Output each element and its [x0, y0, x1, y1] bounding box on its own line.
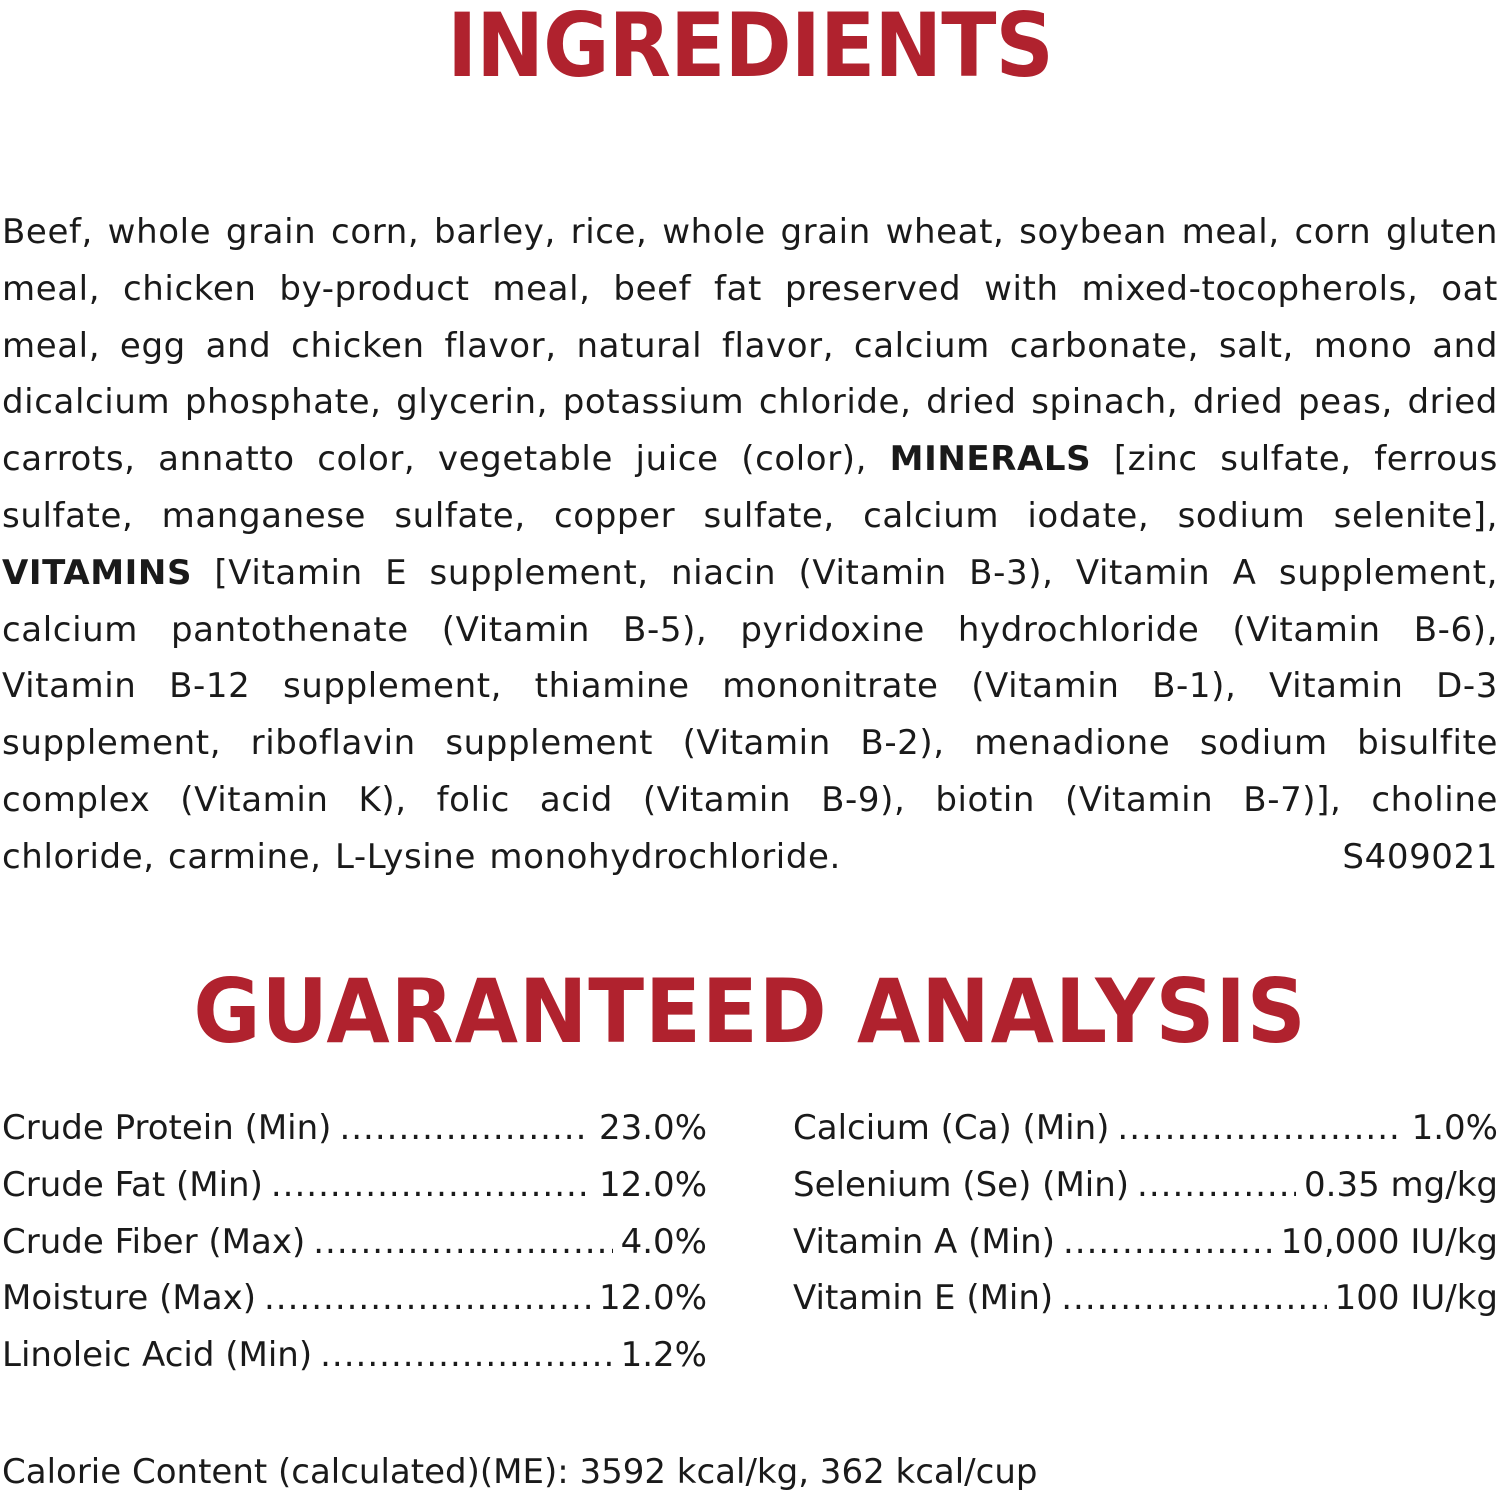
- analysis-label: Crude Fat (Min): [2, 1164, 263, 1205]
- dot-leader: [271, 1157, 591, 1214]
- vitamins-label: VITAMINS: [2, 552, 193, 593]
- ingredients-text-part3: [Vitamin E supplement, niacin (Vitamin B-3), Vitamin A supplement, calcium pantothenate (Vitamin B-5), pyridoxine hydrochloride (Vitamin B-6), Vitamin B-12 supplement, thiamine mononitrate (Vitamin B-1), Vitamin D-3 supplement, riboflavin supplement (Vitamin B-2), menadione sodium bisulfite complex (Vitamin K), folic acid (Vitamin B-9), biotin (Vitamin B-7)], choline chloride, carmine, L-Lysine monohydrochloride.: [2, 552, 1498, 877]
- product-code: S409021: [1342, 836, 1498, 877]
- analysis-label: Crude Protein (Min): [2, 1108, 332, 1148]
- analysis-row-crude-protein: [2, 1100, 707, 1157]
- analysis-row-vitamin-a: [793, 1214, 1498, 1271]
- analysis-row-vitamin-e: [793, 1270, 1498, 1327]
- dot-leader: [313, 1214, 612, 1271]
- analysis-row-linoleic-acid: [2, 1327, 707, 1384]
- analysis-left-column: [2, 1100, 707, 1384]
- minerals-label: MINERALS: [889, 439, 1092, 480]
- dot-leader: [1061, 1270, 1326, 1327]
- ingredients-text-part2: [zinc sulfate, ferrous sulfate, manganese sulfate, copper sulfate, calcium iodate, sodium selenite],: [2, 439, 1498, 536]
- guaranteed-analysis-heading: GUARANTEED ANALYSIS: [193, 960, 1307, 1063]
- analysis-label: Linoleic Acid (Min): [2, 1335, 313, 1376]
- calorie-content: Calorie Content (calculated)(ME): 3592 kcal/kg, 362 kcal/cup: [2, 1452, 1038, 1492]
- analysis-value: 10,000 IU/kg: [1280, 1221, 1498, 1262]
- analysis-label: Selenium (Se) (Min): [793, 1164, 1130, 1205]
- analysis-label: Calcium (Ca) (Min): [793, 1108, 1110, 1148]
- analysis-value: 23.0%: [598, 1108, 707, 1148]
- analysis-value: 0.35 mg/kg: [1304, 1164, 1498, 1205]
- dot-leader: [320, 1327, 613, 1384]
- dot-leader: [264, 1270, 591, 1327]
- analysis-row-calcium: [793, 1100, 1498, 1157]
- analysis-row-crude-fat: [2, 1157, 707, 1214]
- analysis-value: 12.0%: [598, 1164, 707, 1205]
- ingredients-heading: INGREDIENTS: [447, 0, 1053, 97]
- analysis-label: Vitamin E (Min): [793, 1278, 1054, 1319]
- analysis-value: 1.0%: [1411, 1108, 1498, 1148]
- analysis-row-moisture: [2, 1270, 707, 1327]
- analysis-right-column: [793, 1100, 1498, 1327]
- analysis-value: 100 IU/kg: [1334, 1278, 1498, 1319]
- analysis-value: 1.2%: [620, 1335, 707, 1376]
- analysis-label: Vitamin A (Min): [793, 1221, 1055, 1262]
- analysis-value: 12.0%: [598, 1278, 707, 1319]
- analysis-row-selenium: [793, 1157, 1498, 1214]
- analysis-label: Crude Fiber (Max): [2, 1221, 306, 1262]
- dot-leader: [339, 1100, 591, 1157]
- analysis-value: 4.0%: [620, 1221, 707, 1262]
- dot-leader: [1063, 1214, 1273, 1271]
- analysis-row-crude-fiber: [2, 1214, 707, 1271]
- analysis-label: Moisture (Max): [2, 1278, 256, 1319]
- dot-leader: [1117, 1100, 1403, 1157]
- dot-leader: [1137, 1157, 1296, 1214]
- ingredients-text: [2, 204, 1498, 886]
- ingredients-text-part1: Beef, whole grain corn, barley, rice, whole grain wheat, soybean meal, corn gluten meal, chicken by-product meal, beef fat preserved with mixed-tocopherols, oat meal, egg and chicken flavor, natural flavor, calcium carbonate, salt, mono and dicalcium phosphate, glycerin, potassium chloride, dried spinach, dried peas, dried carrots, annatto color, vegetable juice (color),: [2, 212, 1498, 480]
